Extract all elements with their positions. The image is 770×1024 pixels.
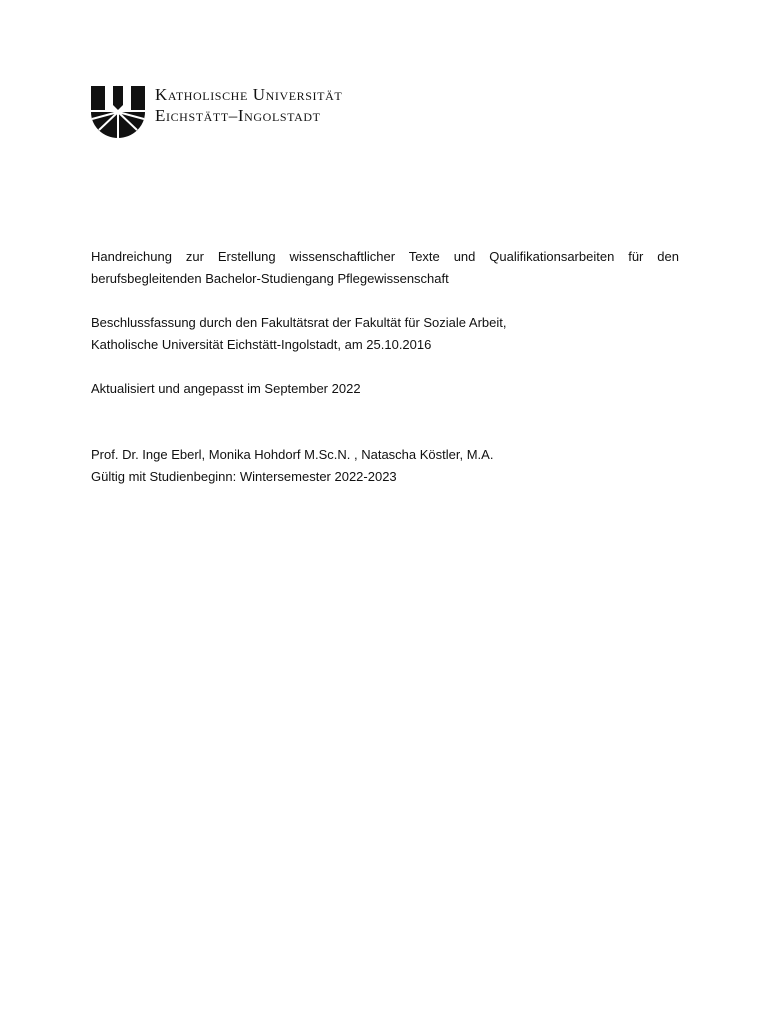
resolution-note xyxy=(91,312,679,356)
resolution-line2: Katholische Universität Eichstätt-Ingolstadt, am 25.10.2016 xyxy=(91,337,432,352)
ku-eichstaett-logo-icon xyxy=(91,86,145,138)
update-note xyxy=(91,378,679,400)
cover-content xyxy=(91,246,679,510)
university-logo xyxy=(91,84,411,140)
validity-line: Gültig mit Studienbeginn: Wintersemester 2022-2023 xyxy=(91,469,397,484)
document-title-line2: berufsbegleitenden Bachelor-Studiengang Pflegewissenschaft xyxy=(91,271,449,286)
university-name-line1: Katholische Universität xyxy=(155,85,343,104)
authors-line: Prof. Dr. Inge Eberl, Monika Hohdorf M.Sc.N. , Natascha Köstler, M.A. xyxy=(91,447,494,462)
university-name-line2: Eichstätt–Ingolstadt xyxy=(155,106,321,125)
resolution-line1: Beschlussfassung durch den Fakultätsrat der Fakultät für Soziale Arbeit, xyxy=(91,315,507,330)
document-title xyxy=(91,246,679,290)
update-line1: Aktualisiert und angepasst im September 2022 xyxy=(91,381,361,396)
authors-block xyxy=(91,444,679,488)
document-title-line1: Handreichung zur Erstellung wissenschaftlicher Texte und Qualifikationsarbeiten für den xyxy=(91,249,679,264)
university-name xyxy=(155,84,342,126)
